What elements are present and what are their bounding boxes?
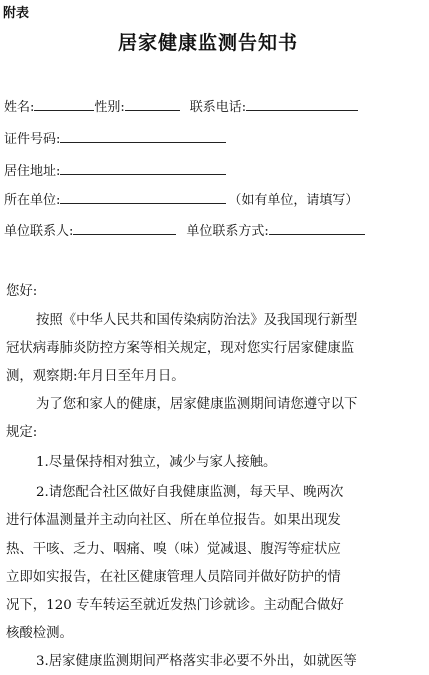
unit-contact-method-label: 单位联系方式: bbox=[186, 224, 269, 239]
unit-contact-field[interactable] bbox=[73, 219, 176, 235]
id-field[interactable] bbox=[60, 127, 226, 143]
end-year-unit: 年 bbox=[131, 369, 145, 384]
rule-item-2-line-4: 立即如实报告，在社区健康管理人员陪同并做好防护的情 bbox=[6, 570, 341, 585]
greeting: 您好: bbox=[6, 284, 38, 299]
unit-row bbox=[4, 188, 358, 209]
page-title: 居家健康监测告知书 bbox=[118, 32, 299, 54]
rule-item-2-line-3: 热、干咳、乏力、咽痛、嗅（味）觉减退、腹泻等症状应 bbox=[6, 542, 341, 557]
start-month-unit: 月 bbox=[90, 369, 105, 384]
id-label: 证件号码: bbox=[4, 132, 61, 147]
id-row bbox=[4, 127, 226, 148]
address-field[interactable] bbox=[60, 159, 226, 175]
unit-label: 所在单位: bbox=[4, 193, 61, 208]
unit-contact-row bbox=[4, 219, 365, 240]
gender-label: 性别: bbox=[94, 100, 125, 115]
paragraph-2-line-1: 为了您和家人的健康，居家健康监测期间请您遵守以下 bbox=[36, 397, 358, 412]
end-month-unit: 月 bbox=[144, 369, 158, 384]
rule-item-2-line-2: 进行体温测量并主动向社区、所在单位报告。如果出现发 bbox=[6, 513, 341, 528]
start-year-unit: 年 bbox=[77, 369, 91, 384]
address-row bbox=[4, 159, 226, 180]
phone-field[interactable] bbox=[246, 95, 358, 111]
phone-label: 联系电话: bbox=[189, 100, 247, 115]
name-label: 姓名: bbox=[4, 100, 35, 115]
rule-item-1: 1.尽量保持相对独立，减少与家人接触。 bbox=[36, 455, 277, 470]
observation-period-label: 测，观察期: bbox=[6, 369, 78, 384]
address-label: 居住地址: bbox=[4, 164, 61, 179]
unit-hint: （如有单位，请填写） bbox=[228, 193, 359, 208]
gender-field[interactable] bbox=[125, 95, 180, 111]
paragraph-1-line-1: 按照《中华人民共和国传染病防治法》及我国现行新型 bbox=[36, 313, 358, 328]
end-day-unit: 日。 bbox=[157, 369, 185, 384]
rule-item-2-line-5: 况下，120 专车转运至就近发热门诊就诊。主动配合做好 bbox=[6, 598, 344, 613]
rule-item-3-line-1: 3.居家健康监测期间严格落实非必要不外出，如就医等 bbox=[36, 654, 357, 669]
paragraph-1-line-3 bbox=[6, 363, 185, 390]
name-row bbox=[4, 95, 358, 116]
paragraph-1-line-2: 冠状病毒肺炎防控方案等相关规定，现对您实行居家健康监 bbox=[6, 341, 355, 356]
rule-item-2-line-6: 核酸检测。 bbox=[6, 626, 73, 641]
rule-item-2-line-1: 2.请您配合社区做好自我健康监测，每天早、晚两次 bbox=[36, 485, 344, 500]
unit-field[interactable] bbox=[60, 188, 226, 204]
unit-contact-method-field[interactable] bbox=[269, 219, 365, 235]
annex-label: 附表 bbox=[3, 6, 30, 21]
start-day-unit: 日至 bbox=[104, 369, 132, 384]
unit-contact-label: 单位联系人: bbox=[4, 224, 74, 239]
name-field[interactable] bbox=[34, 95, 94, 111]
paragraph-2-line-2: 规定: bbox=[6, 425, 38, 440]
